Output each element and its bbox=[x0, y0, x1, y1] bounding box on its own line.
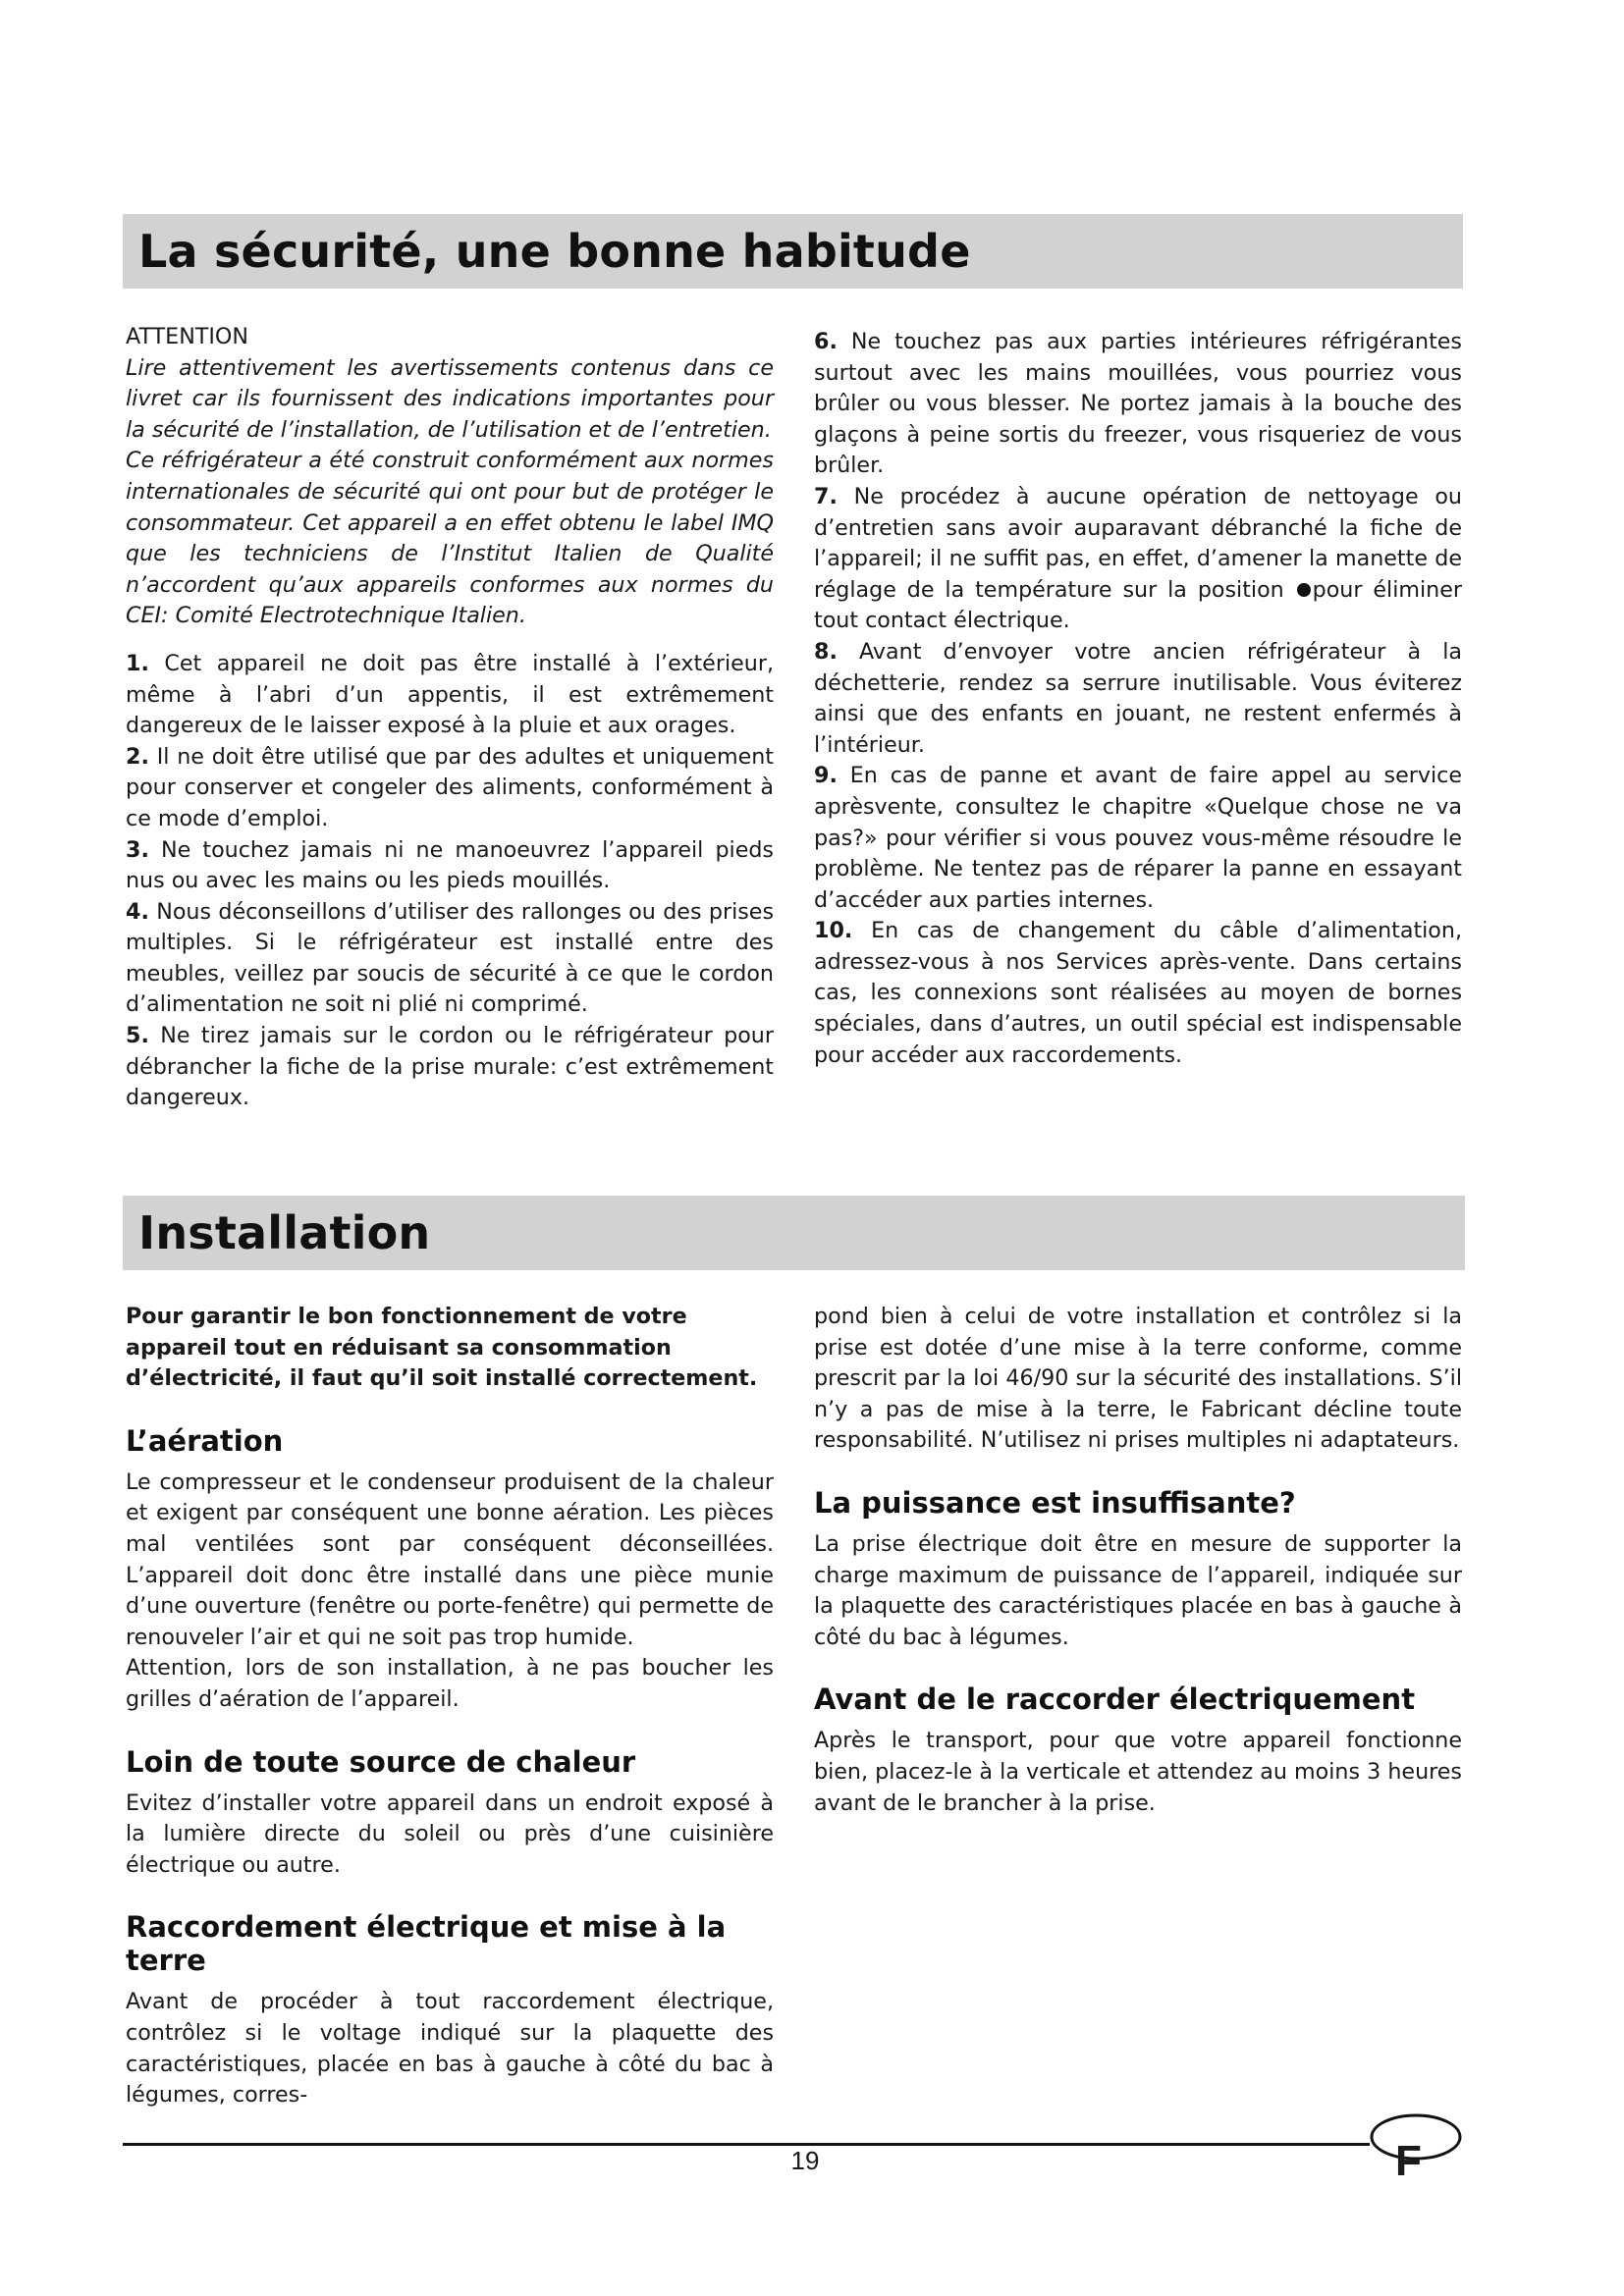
item-number: 7. bbox=[814, 483, 838, 509]
item-text: Ne touchez jamais ni ne manoeuvrez l’appareil pieds nus ou avec les mains ou les pieds mouillés. bbox=[126, 836, 774, 894]
safety-item-8 bbox=[814, 637, 1462, 761]
item-text: Avant d’envoyer votre ancien réfrigérateur à la déchetterie, rendez sa serrure inutilisable. Vous éviterez ainsi que des enfants en jouant, ne restent enfermés à l’intérieur. bbox=[814, 638, 1462, 758]
avant-paragraph: Après le transport, pour que votre appareil fonctionne bien, placez-le à la verticale et attendez au moins 3 heures avant de le brancher à la prise. bbox=[814, 1728, 1462, 1816]
item-text: Nous déconseillons d’utiliser des rallonges ou des prises multiples. Si le réfrigérateur est installé entre des meubles, veillez par soucis de sécurité à ce que le cordon d’alimentation ne soit ni plié ni comprimé. bbox=[126, 898, 774, 1018]
off-position-icon bbox=[1297, 583, 1311, 597]
safety-item-1 bbox=[126, 649, 774, 742]
puissance-paragraph: La prise électrique doit être en mesure de supporter la charge maximum de puissance de l’appareil, indiquée sur la plaquette des caractéristiques placée en bas à gauche à côté du bac à légumes. bbox=[814, 1530, 1462, 1650]
safety-item-9 bbox=[814, 761, 1462, 916]
securite-left-column bbox=[126, 322, 774, 1114]
item-text: Il ne doit être utilisé que par des adultes et uniquement pour conserver et congeler des aliments, conformément à ce mode d’emploi. bbox=[126, 743, 774, 831]
item-number: 1. bbox=[126, 650, 149, 676]
raccordement-paragraph-end: pond bien à celui de votre installation et contrôlez si la prise est dotée d’une mise à la terre conforme, comme prescrit par la loi 46/90 sur la sécurité des installations. S’il n’y a pas de mise à la terre, le Fabricant décline toute responsabilité. N’utilisez ni prises multiples ni adaptateurs. bbox=[814, 1304, 1462, 1454]
intro-paragraph-2: Ce réfrigérateur a été construit conformément aux normes internationales de sécurité qui ont pour but de protéger le consommateur. Cet appareil a en effet obtenu le label IMQ que les techniciens de l’Institut Italien de Qualité n’accordent qu’aux appareils conformes aux normes du CEI: Comité Electrotechnique Italien. bbox=[126, 448, 774, 629]
item-number: 3. bbox=[126, 836, 149, 863]
section-title-bar-installation bbox=[123, 1196, 1465, 1270]
footer-rule bbox=[123, 2143, 1370, 2146]
item-number: 9. bbox=[814, 763, 838, 789]
safety-item-5 bbox=[126, 1021, 774, 1114]
securite-right-column bbox=[814, 327, 1462, 1071]
item-text-continued: pour éliminer tout contact électrique. bbox=[814, 576, 1462, 634]
item-number: 5. bbox=[126, 1023, 149, 1049]
heading-chaleur: Loin de toute source de chaleur bbox=[126, 1744, 636, 1779]
installation-left-column bbox=[126, 1302, 774, 2111]
heading-aeration: L’aération bbox=[126, 1423, 284, 1458]
heading-puissance: La puissance est insuffisante? bbox=[814, 1485, 1296, 1520]
page-number: 19 bbox=[790, 2146, 820, 2175]
heading-avant-raccordement: Avant de le raccorder électriquement bbox=[814, 1682, 1416, 1717]
installation-right-column bbox=[814, 1302, 1462, 1819]
safety-item-2 bbox=[126, 742, 774, 835]
item-text: Cet appareil ne doit pas être installé à l’extérieur, même à l’abri d’un appentis, il est extrêmement dangereux de le laisser exposé à la pluie et aux orages. bbox=[126, 650, 774, 739]
intro-paragraph-1: Lire attentivement les avertissements contenus dans ce livret car ils fournissent des indications importantes pour la sécurité de l’installation, de l’utilisation et de l’entretien. bbox=[126, 354, 774, 443]
item-text: Ne touchez pas aux parties intérieures réfrigérantes surtout avec les mains mouillées, vous pourriez vous brûler ou vous blesser. Ne portez jamais à la bouche des glaçons à peine sortis du freezer, vous risqueriez de vous brûler. bbox=[814, 329, 1462, 479]
item-number: 2. bbox=[126, 743, 149, 770]
safety-item-10 bbox=[814, 916, 1462, 1071]
item-number: 8. bbox=[814, 638, 838, 665]
raccordement-paragraph-start: Avant de procéder à tout raccordement électrique, contrôlez si le voltage indiqué sur la plaquette des caractéristiques, placée en bas à gauche à côté du bac à légumes, corres- bbox=[126, 1989, 774, 2109]
section-title-installation: Installation bbox=[138, 1206, 431, 1259]
attention-label: ATTENTION bbox=[126, 324, 248, 349]
chaleur-paragraph: Evitez d’installer votre appareil dans un endroit exposé à la lumière directe du soleil ou près d’une cuisinière électrique ou autre. bbox=[126, 1789, 774, 1878]
heading-raccordement: Raccordement électrique et mise à la terre bbox=[126, 1910, 727, 1978]
safety-item-4 bbox=[126, 897, 774, 1021]
aeration-paragraph-1: Le compresseur et le condenseur produisent de la chaleur et exigent par conséquent une bonne aération. Les pièces mal ventilées sont par conséquent déconseillées. L’appareil doit donc être installé dans une pièce munie d’une ouverture (fenêtre ou porte-fenêtre) qui permette de renouveler l’air et qui ne soit pas trop humide. bbox=[126, 1468, 774, 1650]
aeration-paragraph-2: Attention, lors de son installation, à ne pas boucher les grilles d’aération de l’appareil. bbox=[126, 1655, 774, 1712]
language-letter: F bbox=[1395, 2137, 1422, 2185]
item-text: Ne tirez jamais sur le cordon ou le réfrigérateur pour débrancher la fiche de la prise murale: c’est extrêmement dangereux. bbox=[126, 1023, 774, 1111]
item-number: 4. bbox=[126, 898, 149, 925]
safety-item-7 bbox=[814, 482, 1462, 637]
section-title-securite: La sécurité, une bonne habitude bbox=[138, 225, 971, 278]
safety-item-3 bbox=[126, 835, 774, 897]
item-text: En cas de panne et avant de faire appel au service aprèsvente, consultez le chapitre «Quelque chose ne va pas?» pour vérifier si vous pouvez vous-même résoudre le problème. Ne tentez pas de réparer la panne en essayant d’accéder aux parties internes. bbox=[814, 763, 1462, 913]
item-number: 6. bbox=[814, 329, 838, 354]
item-text: En cas de changement du câble d’alimentation, adressez-vous à nos Services après-vente. Dans certains cas, les connexions sont réalisées au moyen de bornes spéciales, dans d’autres, un outil spécial est indispensable pour accéder aux raccordements. bbox=[814, 918, 1462, 1068]
item-number: 10. bbox=[814, 918, 853, 944]
safety-item-6 bbox=[814, 327, 1462, 482]
installation-intro: Pour garantir le bon fonctionnement de votre appareil tout en réduisant sa consommation d’électricité, il faut qu’il soit installé correctement. bbox=[126, 1304, 758, 1392]
section-title-bar-securite bbox=[123, 214, 1463, 289]
item-text: Ne procédez à aucune opération de nettoyage ou d’entretien sans avoir auparavant débranché la fiche de l’appareil; il ne suffit pas, en effet, d’amener la manette de réglage de la température sur la position bbox=[814, 483, 1462, 603]
